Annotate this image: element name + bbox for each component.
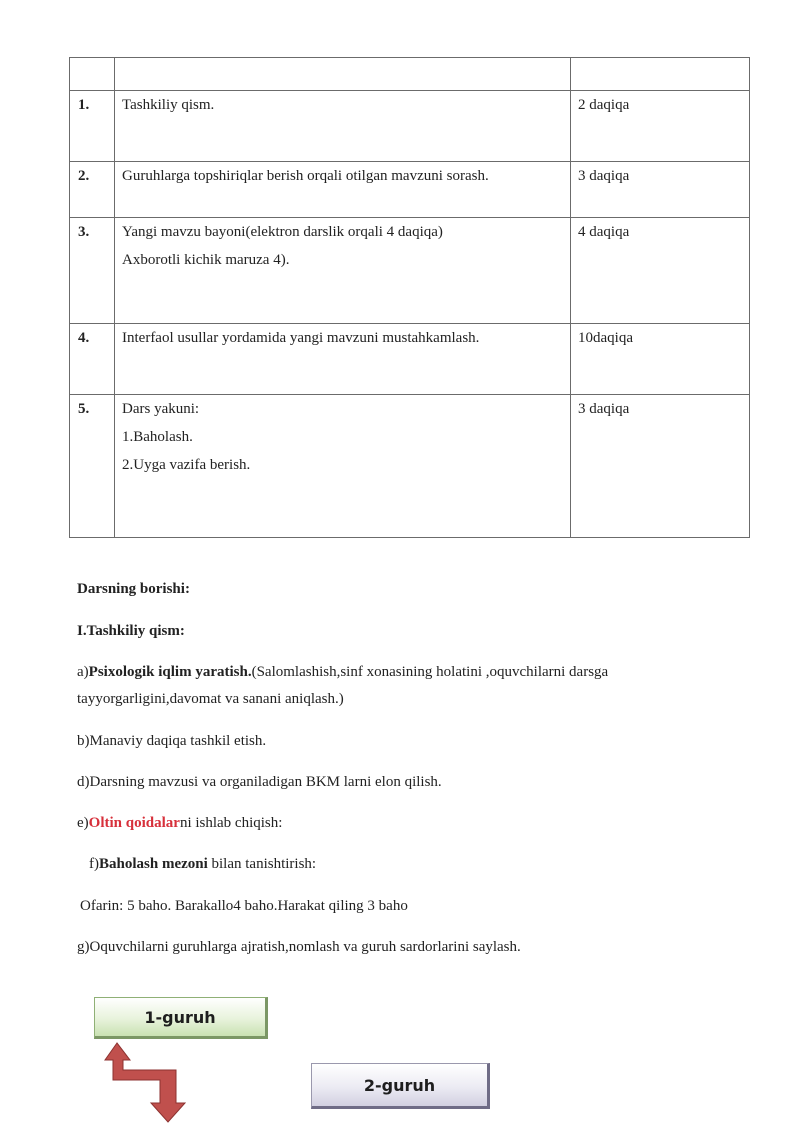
row-duration: 3 daqiqa bbox=[571, 162, 750, 218]
heading-organizational: I.Tashkiliy qism: bbox=[77, 623, 185, 639]
arrow-icon bbox=[105, 1043, 185, 1122]
row-duration: 3 daqiqa bbox=[571, 395, 750, 538]
table-row bbox=[70, 324, 750, 395]
row-number: 3. bbox=[70, 218, 115, 324]
row-description bbox=[115, 162, 571, 218]
row-description bbox=[115, 91, 571, 162]
row-number: 2. bbox=[70, 162, 115, 218]
row-number: 4. bbox=[70, 324, 115, 395]
row-duration: 2 daqiqa bbox=[571, 91, 750, 162]
lesson-plan-table bbox=[69, 57, 750, 538]
table-row bbox=[70, 162, 750, 218]
description-line: Guruhlarga topshiriqlar berish orqali otilgan mavzuni sorash. bbox=[122, 168, 489, 184]
table-row bbox=[70, 58, 750, 91]
description-line: Dars yakuni: bbox=[122, 401, 200, 417]
row-number: 5. bbox=[70, 395, 115, 538]
item-d: d)Darsning mavzusi va organiladigan BKM larni elon qilish. bbox=[77, 774, 442, 790]
row-description bbox=[115, 395, 571, 538]
golden-rules-highlight: Oltin qoidalar bbox=[88, 815, 180, 831]
item-a: a)Psixologik iqlim yaratish.(Salomlashish,sinf xonasining holatini ,oquvchilarni darsga bbox=[77, 664, 609, 680]
row-description bbox=[115, 324, 571, 395]
row-number bbox=[70, 58, 115, 91]
row-duration bbox=[571, 58, 750, 91]
table-row bbox=[70, 218, 750, 324]
description-line: 2.Uyga vazifa berish. bbox=[122, 457, 251, 473]
description-line: Interfaol usullar yordamida yangi mavzuni mustahkamlash. bbox=[122, 330, 480, 346]
grading-scale: Ofarin: 5 baho. Barakallo4 baho.Harakat qiling 3 baho bbox=[80, 898, 408, 914]
row-duration: 4 daqiqa bbox=[571, 218, 750, 324]
group-1-box: 1-guruh bbox=[94, 997, 268, 1039]
table-row bbox=[70, 91, 750, 162]
description-line: Axborotli kichik maruza 4). bbox=[122, 252, 290, 268]
group-2-box: 2-guruh bbox=[311, 1063, 490, 1109]
description-line: Yangi mavzu bayoni(elektron darslik orqali 4 daqiqa) bbox=[122, 224, 443, 240]
table-row bbox=[70, 395, 750, 538]
item-b: b)Manaviy daqiqa tashkil etish. bbox=[77, 733, 267, 749]
item-g: g)Oquvchilarni guruhlarga ajratish,nomlash va guruh sardorlarini saylash. bbox=[77, 939, 521, 955]
heading-lesson-flow: Darsning borishi: bbox=[77, 581, 190, 597]
description-line: Tashkiliy qism. bbox=[122, 97, 215, 113]
item-a-continued: tayyorgarligini,davomat va sanani aniqlash.) bbox=[77, 691, 344, 707]
item-e: e)Oltin qoidalarni ishlab chiqish: bbox=[77, 815, 283, 831]
row-description bbox=[115, 218, 571, 324]
row-duration: 10daqiqa bbox=[571, 324, 750, 395]
row-description bbox=[115, 58, 571, 91]
connector-arrow bbox=[100, 1040, 190, 1131]
item-f: f)Baholash mezoni bilan tanishtirish: bbox=[89, 856, 317, 872]
description-line: 1.Baholash. bbox=[122, 429, 193, 445]
row-number: 1. bbox=[70, 91, 115, 162]
